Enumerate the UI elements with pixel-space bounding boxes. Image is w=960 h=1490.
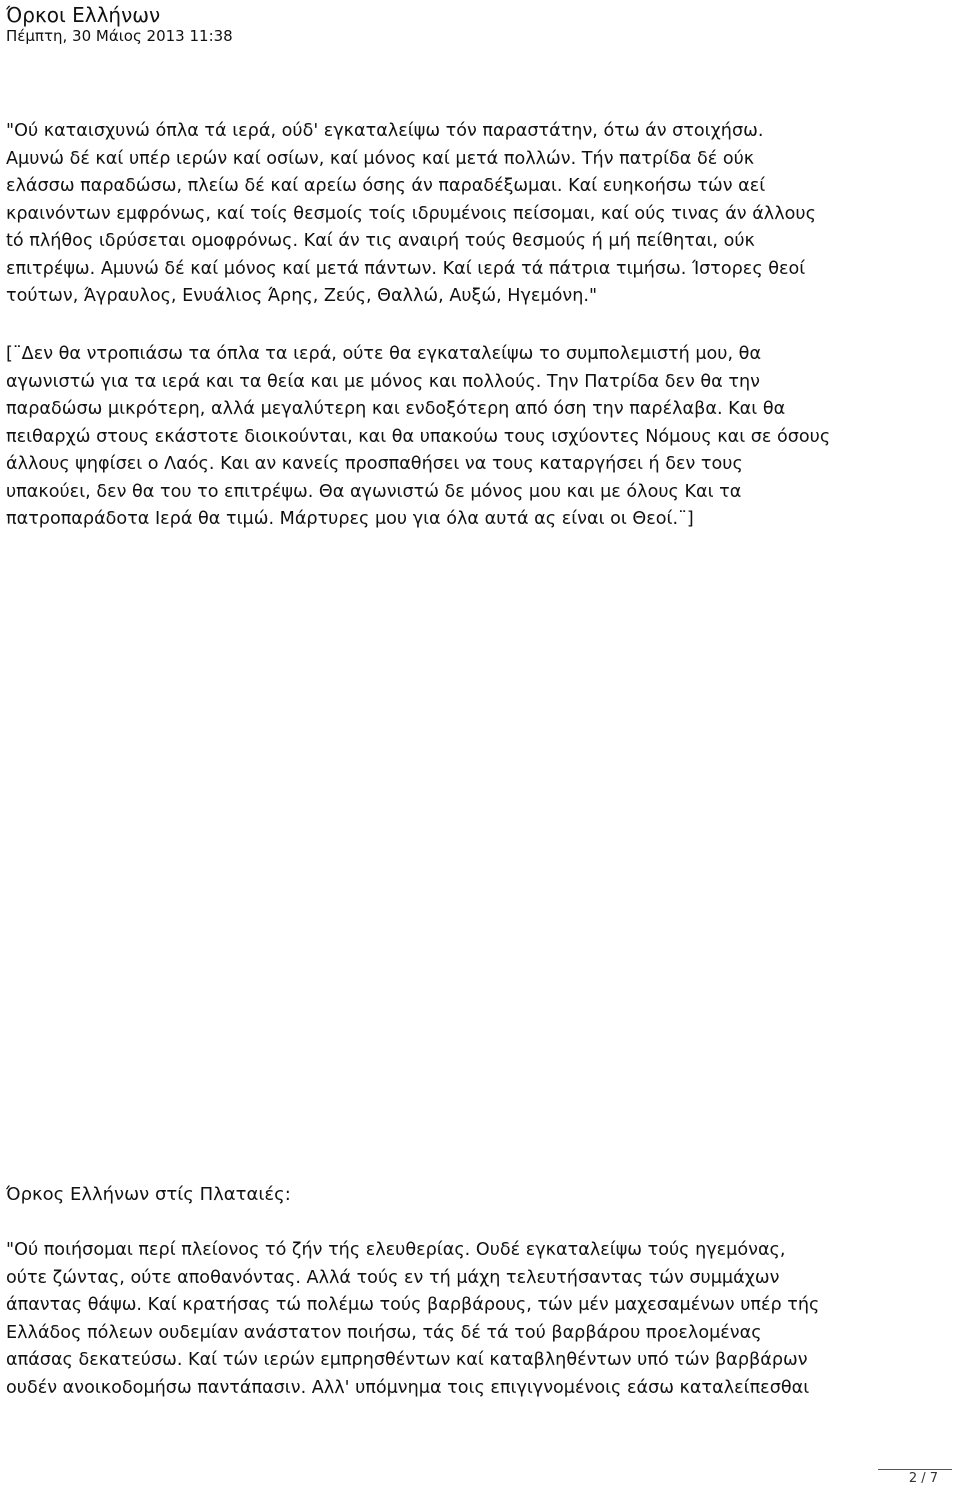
oath-paragraph-ancient: "Ού καταισχυνώ όπλα τά ιερά, ούδ' εγκαταλείψω τόν παραστάτην, ότω άν στοιχήσω. Αμυνώ δέ καί υπέρ ιερών καί οσίων, καί μόνος καί μετά πολλών. Τήν πατρίδα δέ ούκ ελάσσω παραδώσω, πλείω δέ καί αρείω όσης άν παραδέξωμαι. Καί ευηκοήσω τών αεί κραινόντων εμφρόνως, καί τοίς θεσμοίς τοίς ιδρυμένοις πείσομαι, καί ούς τινας άν άλλους tό πλήθος ιδρύσεται ομοφρόνως. Καί άν τις αναιρή τούς θεσμούς ή μή πείθηται, ούκ επιτρέψω. Αμυνώ δέ καί μόνος καί μετά πάντων. Καί ιερά τά πάτρια τιμήσω. Ίστορες θεοί τούτων, Άγραυλος, Ενυάλιος Άρης, Ζεύς, Θαλλώ, Αυξώ, Ηγεμόνη." — [6, 121, 816, 306]
post-date: Πέμπτη, 30 Μάιος 2013 11:38 — [6, 27, 233, 45]
oath-paragraph-modern-translation: [¨Δεν θα ντροπιάσω τα όπλα τα ιερά, ούτε θα εγκαταλείψω το συμπολεμιστή μου, θα αγωνιστώ για τα ιερά και τα θεία και με μόνος και πολλούς. Την Πατρίδα δεν θα την παραδώσω μικρότερη, αλλά μεγαλύτερη και ενδοξότερη από όση την παρέλαβα. Και θα πειθαρχώ στους εκάστοτε διοικούνται, και θα υπακούω τους ισχύοντες Νόμους και σε όσους άλλους ψηφίσει ο Λαός. Και αν κανείς προσπαθήσει να τους καταργήσει ή δεν τους υπακούει, δεν θα του το επιτρέψω. Θα αγωνιστώ δε μόνος μου και με όλους Και τα πατροπαράδοτα Ιερά θα τιμώ. Μάρτυρες μου για όλα αυτά ας είναι οι Θεοί.¨] — [6, 344, 831, 529]
section-heading-plataea-oath: Όρκος Ελλήνων στίς Πλαταιές: — [6, 1184, 291, 1205]
footer-divider — [878, 1469, 952, 1470]
plataea-oath-paragraph: "Ού ποιήσομαι περί πλείονος τό ζήν τής ελευθερίας. Ουδέ εγκαταλείψω τούς ηγεμόνας, ούτε ζώντας, ούτε αποθανόντας. Αλλά τούς εν τή μάχη τελευτήσαντας τών συμμάχων άπαντας θάψω. Καί κρατήσας τώ πολέμω τούς βαρβάρους, τών μέν μαχεσαμένων υπέρ τής Ελλάδος πόλεων ουδεμίαν ανάστατον ποιήσω, τάς δέ τά τού βαρβάρου προελομένας απάσας δεκατεύσω. Καί τών ιερών εμπρησθέντων καί καταβληθέντων υπό τών βαρβάρων ουδέν ανοικοδομήσω παντάπασιν. Αλλ' υπόμνημα τοις επιγιγνομένοις εάσω καταλείπεσθαι — [6, 1240, 820, 1398]
page-title: Όρκοι Ελλήνων — [6, 3, 161, 27]
page-number: 2 / 7 — [908, 1471, 938, 1486]
